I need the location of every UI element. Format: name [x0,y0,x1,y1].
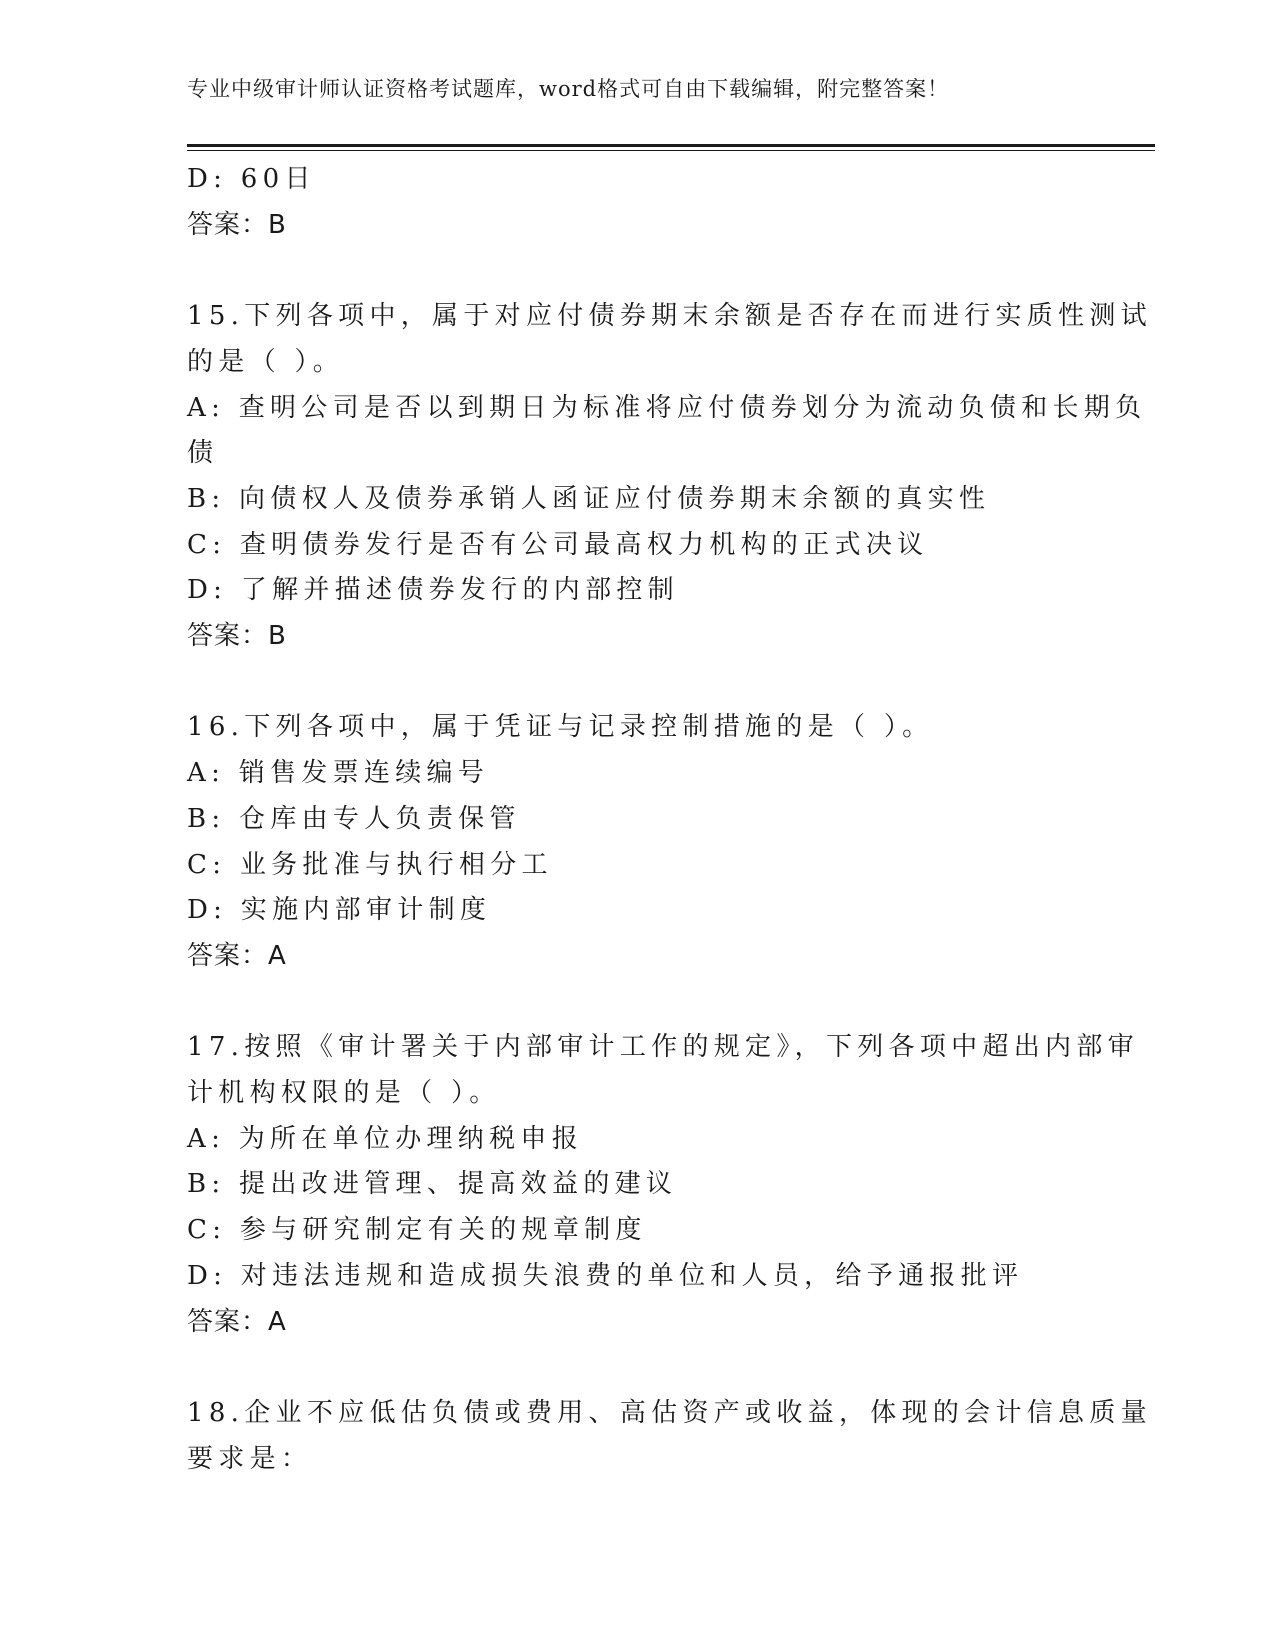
question-15-answer: 答案：B [187,621,287,652]
question-15-option-a: A: 查明公司是否以到期日为标准将应付债券划分为流动负债和长期负 [187,392,1147,423]
question-17-stem: 17.按照《审计署关于内部审计工作的规定》，下列各项中超出内部审 [187,1032,1139,1063]
question-17-answer: 答案：A [187,1306,287,1337]
question-15-option-c: C: 查明债券发行是否有公司最高权力机构的正式决议 [187,529,929,560]
question-15-stem: 的是（ ）。 [187,346,345,377]
question-15-option-d: D: 了解并描述债券发行的内部控制 [187,575,679,606]
question-15-option-a-cont: 债 [187,438,219,469]
question-17-option-a: A: 为所在单位办理纳税申报 [187,1123,584,1154]
question-15-stem: 15.下列各项中，属于对应付债券期末余额是否存在而进行实质性测试 [187,301,1152,332]
prev-option-d: D: 60日 [187,164,316,194]
question-17-option-d: D: 对违法违规和造成损失浪费的单位和人员，给予通报批评 [187,1260,1024,1291]
question-18-stem: 要求是： [187,1443,313,1474]
question-content [187,157,1152,1482]
question-18-stem: 18.企业不应低估负债或费用、高估资产或收益，体现的会计信息质量 [187,1397,1152,1428]
question-17-stem: 计机构权限的是（ ）。 [187,1078,501,1109]
question-16-option-d: D: 实施内部审计制度 [187,895,492,926]
question-16-option-c: C: 业务批准与执行相分工 [187,849,553,880]
header-rule-thin [187,150,1155,151]
question-15-option-b: B: 向债权人及债券承销人函证应付债券期末余额的真实性 [187,483,991,514]
question-17-option-c: C: 参与研究制定有关的规章制度 [187,1215,647,1246]
question-17-option-b: B: 提出改进管理、提高效益的建议 [187,1169,678,1200]
question-16-option-b: B: 仓库由专人负责保管 [187,803,521,834]
page-header: 专业中级审计师认证资格考试题库，word格式可自由下载编辑，附完整答案！ [187,77,950,101]
question-16-answer: 答案：A [187,940,287,971]
header-rule-thick [187,144,1155,147]
question-16-stem: 16.下列各项中，属于凭证与记录控制措施的是（ ）。 [187,712,934,743]
prev-answer: 答案：B [187,209,287,240]
question-16-option-a: A: 销售发票连续编号 [187,758,490,789]
